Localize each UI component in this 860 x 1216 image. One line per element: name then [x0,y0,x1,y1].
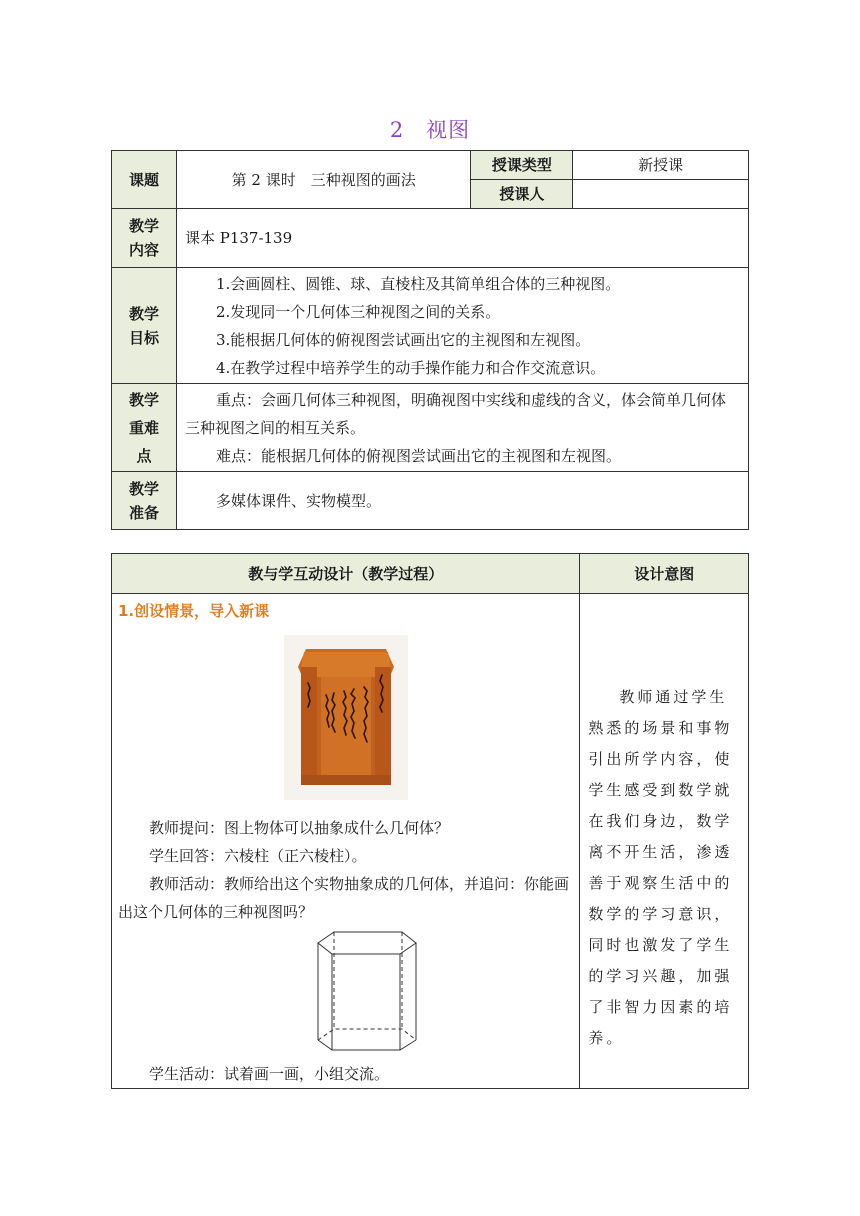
teaching-process-table [111,553,749,1089]
teacher-activity: 教师活动：教师给出这个实物抽象成的几何体，并追问：你能画出这个几何体的三种视图吗？ [118,875,570,921]
goals-cell [176,268,748,384]
goals-label: 教学目标 [112,268,177,384]
hexagonal-bamboo-pen-holder-photo [284,635,408,800]
goal-item: 2.发现同一个几何体三种视图之间的关系。 [215,302,501,321]
teacher-question: 教师提问：图上物体可以抽象成什么几何体？ [149,819,450,837]
goal-item: 3.能根据几何体的俯视图尝试画出它的主视图和左视图。 [215,330,591,349]
page-title: 2 视图 [389,118,471,142]
hexagonal-prism-diagram [314,930,424,1054]
lesson-info-table [111,150,749,530]
key-label: 教学重难点 [112,384,177,472]
key-cell [176,384,748,472]
lesson-label: 课题 [112,151,177,209]
content-label: 教学内容 [112,209,177,268]
difficult-points: 难点：能根据几何体的俯视图尝试画出它的主视图和左视图。 [215,446,621,465]
type-value: 新授课 [573,151,749,180]
student-answer: 学生回答：六棱柱（正六棱柱）。 [149,847,367,865]
key-points: 重点：会画几何体三种视图，明确视图中实线和虚线的含义，体会简单几何体三种视图之间的相互关系。 [184,390,726,437]
content-value: 课本 P137-139 [176,209,748,268]
prep-label: 教学准备 [112,472,177,530]
process-cell [112,594,580,1089]
prep-value: 多媒体课件、实物模型。 [176,472,748,530]
lesson-value: 第 2 课时 三种视图的画法 [176,151,471,209]
section-title: 1.创设情景，导入新课 [118,602,270,620]
design-intent-text: 教师通过学生熟悉的场景和事物引出所学内容，使学生感受到数学就在我们身边，数学离不开生活，渗透善于观察生活中的数学的学习意识，同时也激发了学生的学习兴趣，加强了非智力因素的培养。 [588,688,733,1047]
student-activity: 学生活动：试着画一画，小组交流。 [149,1065,390,1083]
goal-item: 4.在教学过程中培养学生的动手操作能力和合作交流意识。 [215,358,606,377]
process-header: 教与学互动设计（教学过程） [112,554,580,594]
type-label: 授课类型 [471,151,573,180]
intent-cell [580,594,749,1089]
teacher-value [573,180,749,209]
intent-header: 设计意图 [580,554,749,594]
goal-item: 1.会画圆柱、圆锥、球、直棱柱及其简单组合体的三种视图。 [215,274,621,293]
teacher-label: 授课人 [471,180,573,209]
